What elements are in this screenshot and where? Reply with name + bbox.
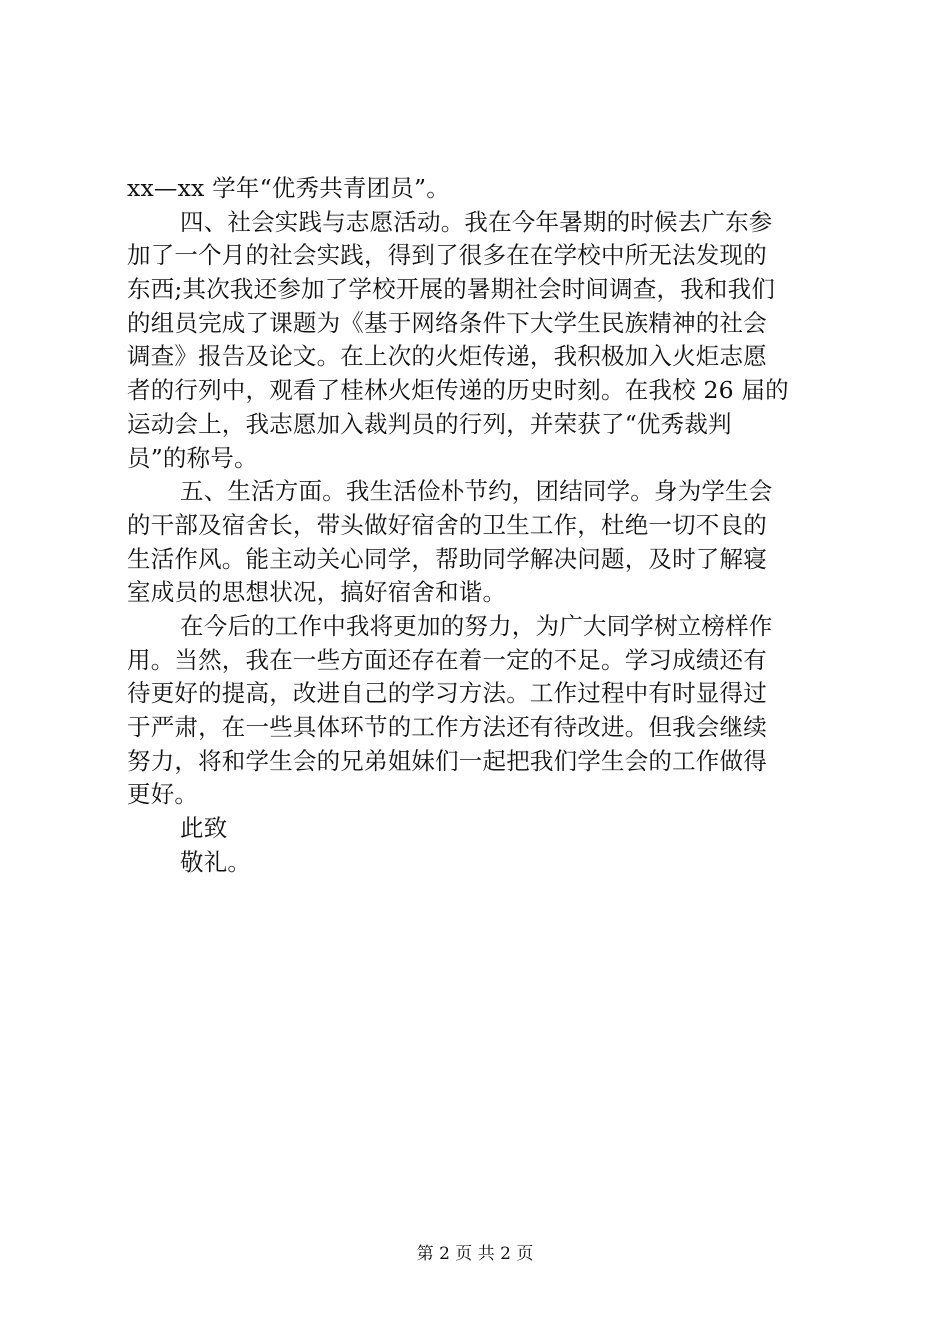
paragraph-line-future-start: 在今后的工作中我将更加的努力，为广大同学树立榜样作 — [180, 611, 773, 640]
text-line: 加了一个月的社会实践，得到了很多在在学校中所无法发现的 — [127, 241, 767, 270]
closing-regards: 敬礼。 — [180, 847, 252, 876]
text-line: 于严肃，在一些具体环节的工作方法还有待改进。但我会继续 — [127, 713, 767, 741]
text-line: 待更好的提高，改进自己的学习方法。工作过程中有时显得过 — [127, 679, 767, 708]
text-line: 员”的称号。 — [127, 443, 258, 472]
text-line: 运动会上，我志愿加入裁判员的行列，并荣获了“优秀裁判 — [127, 409, 732, 438]
text-line: 更好。 — [127, 780, 199, 809]
text-line: 调查》报告及论文。在上次的火炬传递，我积极加入火炬志愿 — [127, 342, 767, 371]
text-line: 用。当然，我在一些方面还存在着一定的不足。学习成绩还有 — [127, 645, 767, 674]
text-line: xx—xx 学年“优秀共青团员”。 — [127, 174, 450, 202]
text-line: 努力，将和学生会的兄弟姐妹们一起把我们学生会的工作做得 — [127, 746, 767, 775]
paragraph-line-life-start: 五、生活方面。我生活俭朴节约，团结同学。身为学生会 — [180, 477, 773, 506]
document-body — [127, 172, 827, 879]
text-line: 东西;其次我还参加了学校开展的暑期社会时间调查，我和我们 — [127, 275, 776, 304]
text-line: 室成员的思想状况，搞好宿舍和谐。 — [127, 578, 507, 607]
paragraph-line-social-practice-start: 四、社会实践与志愿活动。我在今年暑期的时候去广东参 — [180, 207, 773, 236]
page-number-footer: 第 2 页 共 2 页 — [416, 1244, 534, 1264]
text-line: 者的行列中，观看了桂林火炬传递的历史时刻。在我校 26 届的 — [127, 376, 789, 405]
text-line: 的干部及宿舍长，带头做好宿舍的卫生工作，杜绝一切不良的 — [127, 510, 767, 539]
closing-salutation: 此致 — [180, 814, 228, 843]
text-line: 的组员完成了课题为《基于网络条件下大学生民族精神的社会 — [127, 308, 767, 337]
text-line: 生活作风。能主动关心同学，帮助同学解决问题，及时了解寝 — [127, 544, 767, 573]
